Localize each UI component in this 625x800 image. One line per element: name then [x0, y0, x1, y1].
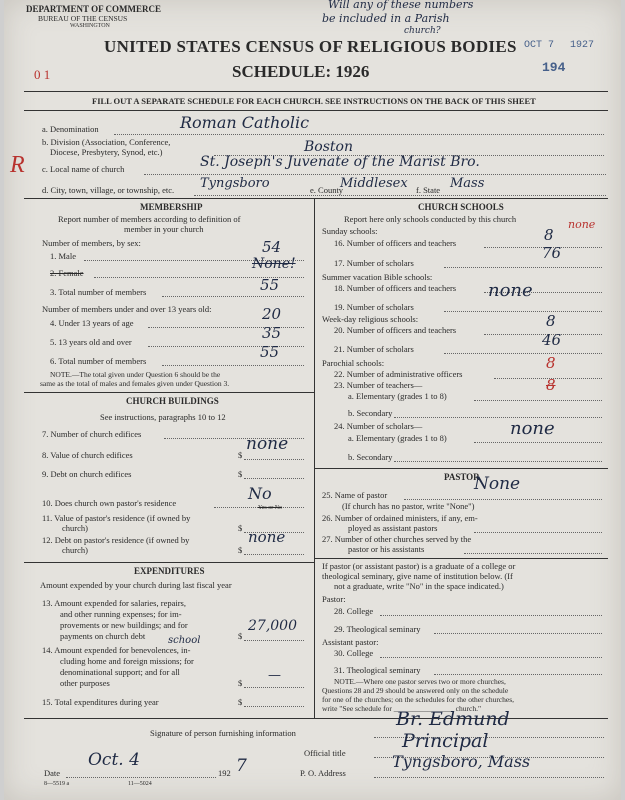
q16-label: 16. Number of officers and teachers [334, 238, 457, 248]
q2-value: None! [252, 256, 296, 272]
assistant-subheading: Assistant pastor: [322, 637, 379, 647]
q21-value: 46 [542, 331, 562, 349]
q26-label: 26. Number of ordained ministers, if any, em- [322, 513, 478, 523]
q5-label: 5. 13 years old and over [50, 337, 132, 347]
q6-label: 6. Total number of members [50, 356, 147, 366]
schools-sub: Report here only schools conducted by this church [344, 214, 517, 224]
expenditures-sub: Amount expended by your church during last fiscal year [40, 580, 232, 590]
q3-label: 3. Total number of members [50, 287, 147, 297]
handwritten-note-3: church? [404, 26, 441, 36]
weekday-label: Week-day religious schools: [322, 314, 419, 324]
divider [24, 392, 314, 393]
stamp-year: 1927 [570, 40, 595, 51]
red-code: 0 1 [34, 67, 51, 82]
membership-note-1: NOTE.—The total given under Question 6 should be the [50, 370, 221, 379]
bureau-label: BUREAU OF THE CENSUS [38, 14, 128, 23]
q20-value: 8 [546, 312, 556, 330]
q13-label: 13. Amount expended for salaries, repairs, [42, 598, 186, 608]
q22-value: 8 [546, 354, 556, 372]
county-label: e. County [310, 185, 344, 195]
q6-value: 55 [260, 343, 280, 361]
city-label: d. City, town, village, or township, etc. [42, 185, 175, 195]
q10-label: 10. Does church own pastor's residence [42, 498, 177, 508]
form-title: UNITED STATES CENSUS OF RELIGIOUS BODIES [104, 37, 517, 56]
q24b-label: b. Secondary [348, 452, 393, 462]
yes-no-hint: Yes or No [258, 505, 283, 511]
q12-label-2: church) [62, 545, 88, 555]
county-value: Middlesex [340, 176, 408, 191]
graduate-note-2: theological seminary, give name of institution below. (If [322, 571, 513, 581]
dollar-sign: $ [238, 545, 243, 555]
dollar-sign: $ [238, 678, 243, 688]
membership-sub-1: Report number of members according to definition of [58, 214, 241, 224]
official-title-value: Principal [402, 730, 489, 752]
year-prefix: 192 [218, 768, 231, 778]
division-value: Boston [304, 139, 353, 155]
membership-heading: MEMBERSHIP [140, 202, 203, 212]
city-label: WASHINGTON [70, 23, 110, 29]
divider [24, 198, 608, 199]
q11-label-2: church) [62, 523, 88, 533]
department-label: DEPARTMENT OF COMMERCE [26, 4, 162, 14]
denomination-value: Roman Catholic [180, 113, 310, 132]
q13-annotation: school [168, 635, 201, 646]
divider [24, 110, 608, 111]
q29-label: 29. Theological seminary [334, 624, 421, 634]
divider [314, 558, 608, 559]
q9-label: 9. Debt on church edifices [42, 469, 132, 479]
q3-value: 55 [260, 276, 280, 294]
division-label-2: Diocese, Presbytery, Synod, etc.) [50, 147, 163, 157]
local-name-value: St. Joseph's Juvenate of the Marist Bro. [200, 154, 480, 170]
handwritten-note-1: Will any of these numbers [328, 0, 474, 11]
by-age-label: Number of members under and over 13 years old: [42, 304, 212, 314]
column-divider [314, 198, 315, 718]
pastor-note-1: NOTE.—Where one pastor serves two or more churches, [334, 677, 506, 686]
dollar-sign: $ [238, 631, 243, 641]
q8-value: none [246, 434, 289, 454]
q15-label: 15. Total expenditures during year [42, 697, 159, 707]
q24-label: 24. Number of scholars— [334, 421, 423, 431]
q17-value: 76 [542, 244, 562, 262]
graduate-note-3: not a graduate, write "No" in the space indicated.) [334, 581, 504, 591]
q14-label-4: other purposes [60, 678, 110, 688]
divider [24, 91, 608, 92]
official-title-label: Official title [304, 748, 346, 758]
q22-label: 22. Number of administrative officers [334, 369, 463, 379]
q23-label: 23. Number of teachers— [334, 380, 423, 390]
red-mark-r: R [10, 152, 25, 178]
year-value: 7 [236, 756, 247, 776]
q11-label: 11. Value of pastor's residence (if owned by [42, 513, 191, 523]
divider [24, 718, 608, 719]
q24a-label: a. Elementary (grades 1 to 8) [348, 433, 447, 443]
divider [314, 468, 608, 469]
q14-label-3: denominational support; and for all [60, 667, 180, 677]
q7-label: 7. Number of church edifices [42, 429, 142, 439]
dollar-sign: $ [238, 469, 243, 479]
q25-label: 25. Name of pastor [322, 490, 388, 500]
form-number: 8—5519 a [44, 781, 70, 787]
buildings-sub: See instructions, paragraphs 10 to 12 [100, 412, 226, 422]
q4-value: 20 [262, 305, 282, 323]
q28-label: 28. College [334, 606, 374, 616]
q30-label: 30. College [334, 648, 374, 658]
date-label: Date [44, 768, 61, 778]
red-none-mark: none [568, 218, 596, 231]
parochial-label: Parochial schools: [322, 358, 385, 368]
pastor-subheading: Pastor: [322, 594, 346, 604]
q20-label: 20. Number of officers and teachers [334, 325, 457, 335]
state-label: f. State [416, 185, 441, 195]
q14-label: 14. Amount expended for benevolences, in- [42, 645, 191, 655]
address-label: P. O. Address [300, 768, 346, 778]
q14-value: — [268, 668, 281, 683]
local-name-label: c. Local name of church [42, 164, 125, 174]
dollar-sign: $ [238, 523, 243, 533]
buildings-heading: CHURCH BUILDINGS [126, 396, 219, 406]
q4-label: 4. Under 13 years of age [50, 318, 134, 328]
census-form [4, 0, 621, 800]
pastor-note-2: Questions 28 and 29 should be answered only on the schedule [322, 686, 509, 695]
stamp-number: 194 [542, 60, 566, 75]
instruction-line: FILL OUT A SEPARATE SCHEDULE FOR EACH CHURCH. SEE INSTRUCTIONS ON THE BACK OF THIS SHEET [92, 96, 536, 106]
q21-label: 21. Number of scholars [334, 344, 414, 354]
q26-label-2: ployed as assistant pastors [348, 523, 438, 533]
by-sex-label: Number of members, by sex: [42, 238, 141, 248]
pastor-note-3: for one of the churches; on the schedules for the other churches, [322, 695, 515, 704]
q24-value: none [510, 418, 555, 439]
dollar-sign: $ [238, 450, 243, 460]
q12-value: none [248, 528, 286, 546]
q13-value: 27,000 [248, 618, 297, 634]
divider [24, 562, 314, 563]
signature-value: Br. Edmund [396, 708, 510, 730]
handwritten-note-2: be included in a Parish [322, 12, 450, 25]
q19-label: 19. Number of scholars [334, 302, 414, 312]
q5-value: 35 [262, 324, 282, 342]
q25-value: None [474, 474, 521, 494]
q27-label-2: pastor or his assistants [348, 544, 425, 554]
address-value: Tyngsboro, Mass [392, 752, 531, 771]
pastor-heading: PASTOR [444, 472, 480, 482]
q23-value: 8 [546, 376, 556, 394]
q25-note: (If church has no pastor, write "None") [342, 501, 475, 511]
q27-label: 27. Number of other churches served by the [322, 534, 472, 544]
stamp-date: OCT 7 [524, 40, 555, 51]
q13-label-2: and other running expenses; for im- [60, 609, 182, 619]
membership-note-2: same as the total of males and females given under Question 3. [40, 379, 230, 388]
q23b-label: b. Secondary [348, 408, 393, 418]
q23a-label: a. Elementary (grades 1 to 8) [348, 391, 447, 401]
denomination-label: a. Denomination [42, 124, 99, 134]
signature-label: Signature of person furnishing information [150, 728, 296, 738]
pastor-note-4: write "See schedule for ________________ church." [322, 704, 482, 713]
q14-label-2: cluding home and foreign missions; for [60, 656, 194, 666]
schedule-title: SCHEDULE: 1926 [232, 62, 370, 81]
q18-19-value: none [488, 280, 533, 301]
q18-label: 18. Number of officers and teachers [334, 283, 457, 293]
division-label: b. Division (Association, Conference, [42, 137, 171, 147]
q13-label-4: payments on church debt [60, 631, 146, 641]
q13-label-3: provements or new buildings; and for [60, 620, 188, 630]
city-value: Tyngsboro [200, 176, 270, 191]
state-value: Mass [450, 176, 485, 191]
q17-label: 17. Number of scholars [334, 258, 414, 268]
q16-value: 8 [544, 226, 554, 244]
date-value: Oct. 4 [88, 750, 140, 770]
q8-label: 8. Value of church edifices [42, 450, 133, 460]
sunday-label: Sunday schools: [322, 226, 378, 236]
q1-value: 54 [262, 238, 282, 256]
q12-label: 12. Debt on pastor's residence (if owned by [42, 535, 190, 545]
dollar-sign: $ [238, 697, 243, 707]
schools-heading: CHURCH SCHOOLS [418, 202, 504, 212]
summer-label: Summer vacation Bible schools: [322, 272, 433, 282]
q31-label: 31. Theological seminary [334, 665, 421, 675]
membership-sub-2: member in your church [124, 224, 204, 234]
expenditures-heading: EXPENDITURES [134, 566, 205, 576]
q10-value: No [248, 484, 272, 503]
form-number-2: 11—5024 [128, 781, 152, 787]
q2-label: 2. Female [50, 268, 84, 278]
q1-label: 1. Male [50, 251, 76, 261]
graduate-note-1: If pastor (or assistant pastor) is a graduate of a college or [322, 561, 516, 571]
